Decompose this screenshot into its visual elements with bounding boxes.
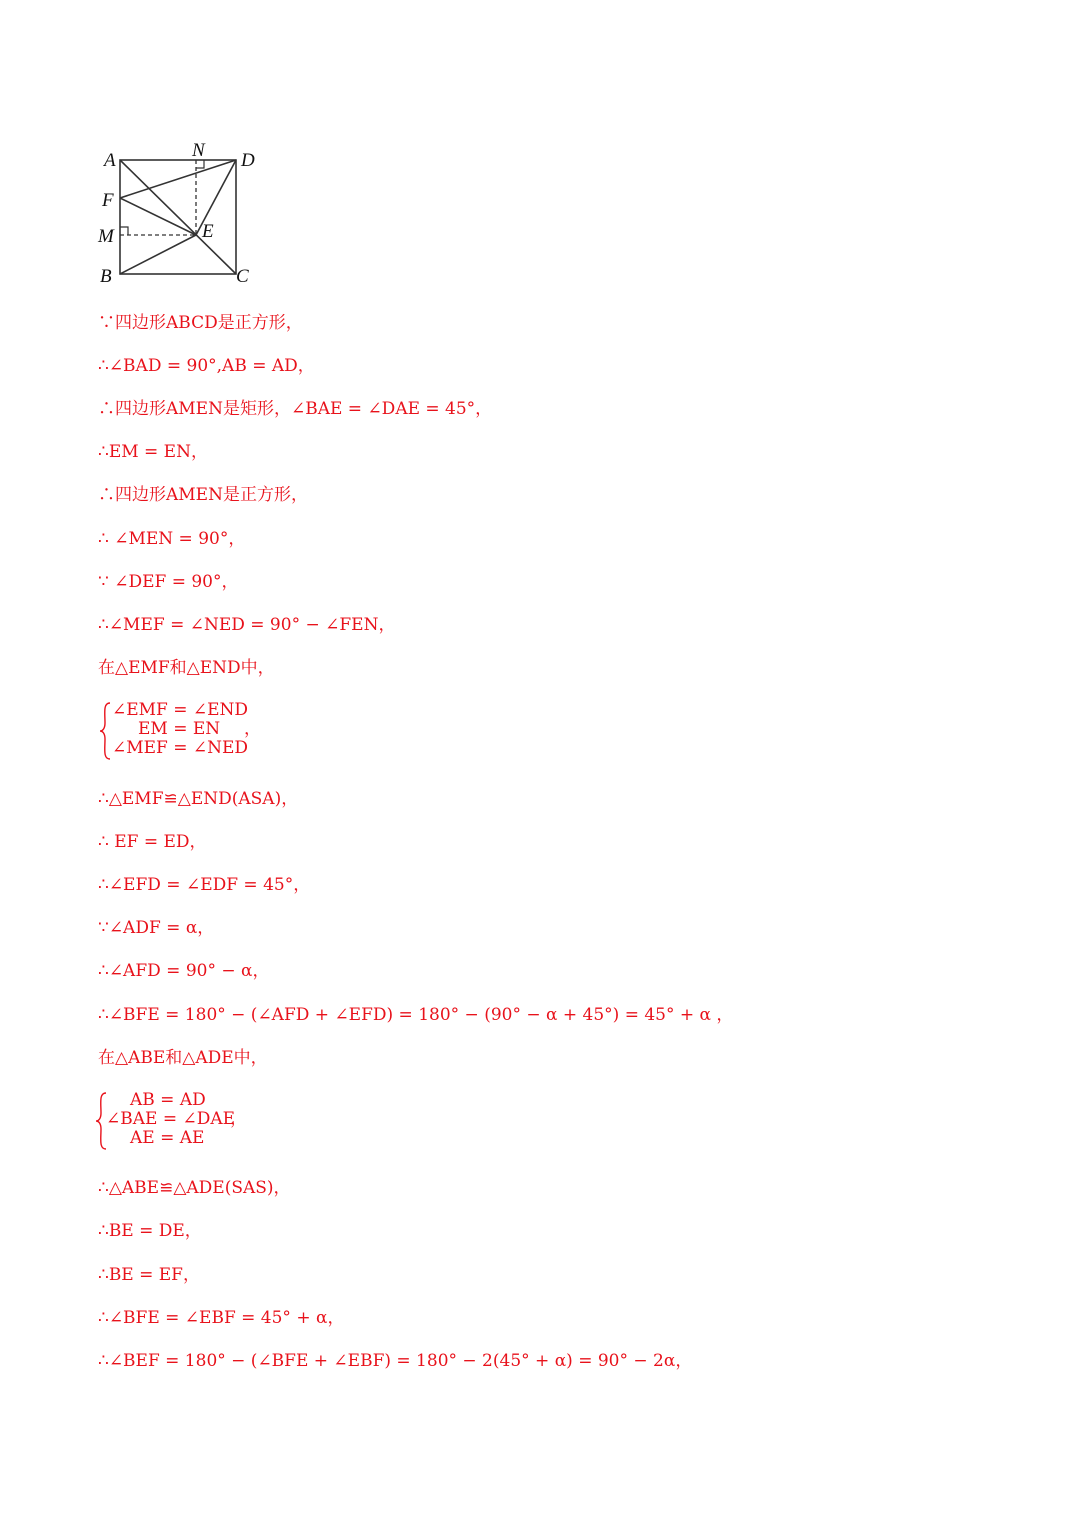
label-b: B — [100, 266, 112, 287]
proof-line: ∴∠BEF = 180° − (∠BFE + ∠EBF) = 180° − 2(45° + α) = 90° − 2α， — [98, 1351, 693, 1371]
left-brace — [98, 701, 112, 761]
proof-line: 在△ABE和△ADE中， — [98, 1048, 268, 1068]
proof-line: ∴四边形AMEN是正方形， — [98, 485, 308, 505]
proof-line: ∴ ∠MEN = 90°， — [98, 529, 246, 549]
proof-line: ∴ EF = ED， — [98, 832, 207, 852]
equation-system-1 — [98, 701, 268, 761]
proof-line: ∴∠BAD = 90°,AB = AD， — [98, 356, 315, 376]
system-row: EM = EN — [138, 719, 221, 739]
label-m: M — [98, 226, 114, 247]
system-comma: ， — [244, 719, 261, 739]
proof-line: ∴∠BFE = 180° − (∠AFD + ∠EFD) = 180° − (90° − α + 45°) = 45° + α ， — [98, 1005, 734, 1025]
label-a: A — [104, 150, 116, 171]
proof-line: ∴∠AFD = 90° − α， — [98, 961, 270, 981]
system-row: ∠MEF = ∠NED — [112, 738, 249, 758]
proof-line: ∵∠ADF = α， — [98, 918, 215, 938]
system-row: AE = AE — [130, 1128, 205, 1148]
label-d: D — [241, 150, 255, 171]
system-rows — [106, 1091, 235, 1148]
proof-line: ∴EM = EN， — [98, 442, 208, 462]
right-angle-n — [196, 160, 204, 168]
square-diagram — [92, 138, 262, 290]
system-row: AB = AD — [130, 1090, 206, 1110]
proof-line: 在△EMF和△END中， — [98, 658, 275, 678]
segment-ac — [120, 160, 236, 274]
proof-line: ∴四边形AMEN是矩形，∠BAE = ∠DAE = 45°， — [98, 399, 493, 419]
proof-line: ∵ ∠DEF = 90°， — [98, 572, 239, 592]
geometry-figure — [92, 138, 262, 290]
label-e: E — [202, 221, 214, 242]
segment-be — [120, 235, 196, 274]
equation-system-2 — [98, 1091, 258, 1151]
label-n: N — [192, 140, 205, 161]
proof-line: ∴△ABE≌△ADE(SAS)， — [98, 1178, 291, 1198]
proof-line: ∵四边形ABCD是正方形， — [98, 313, 303, 333]
system-comma: ， — [230, 1109, 247, 1129]
proof-line: ∴BE = DE， — [98, 1221, 202, 1241]
system-row: ∠BAE = ∠DAE — [106, 1109, 236, 1129]
segment-fe — [120, 198, 196, 235]
right-angle-m — [120, 227, 128, 235]
proof-line: ∴BE = EF， — [98, 1265, 200, 1285]
proof-line: ∴∠MEF = ∠NED = 90° − ∠FEN， — [98, 615, 396, 635]
label-c: C — [236, 266, 249, 287]
proof-line: ∴△EMF≌△END(ASA)， — [98, 789, 299, 809]
proof-line: ∴∠EFD = ∠EDF = 45°， — [98, 875, 311, 895]
proof-line: ∴∠BFE = ∠EBF = 45° + α， — [98, 1308, 345, 1328]
label-f: F — [102, 190, 114, 211]
system-rows — [112, 701, 248, 758]
system-row: ∠EMF = ∠END — [112, 700, 249, 720]
